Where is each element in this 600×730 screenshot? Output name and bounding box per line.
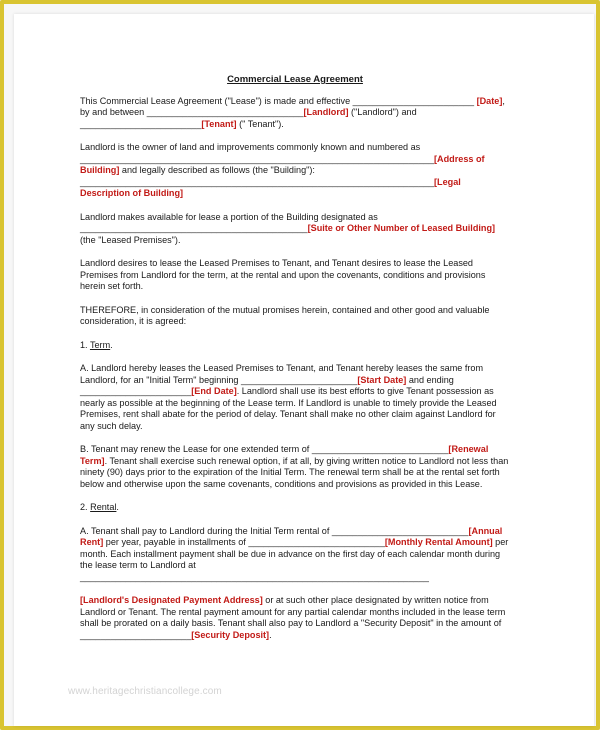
placeholder-monthly-rent: [Monthly Rental Amount] <box>384 537 493 547</box>
text: ("Landlord") and ________________________ <box>80 107 417 129</box>
section-dot: . <box>116 502 119 512</box>
paragraph-desire: Landlord desires to lease the Leased Premises to Tenant, and Tenant desires to lease the Leased Premises from Landlord for the term, at the rental and upon the covenants, conditions and provisions herein set forth. <box>80 258 486 291</box>
paragraph-therefore: THEREFORE, in consideration of the mutual promises herein, contained and other good and valuable consideration, it is agreed: <box>80 304 490 326</box>
paragraph-payment <box>80 595 510 641</box>
paragraph-term-a <box>80 363 510 432</box>
text: per year, payable in installments of ___________________________ <box>103 537 385 547</box>
placeholder-address: [Address of Building] <box>80 153 485 175</box>
text: A. Tenant shall pay to Landlord during the Initial Term rental of ___________________________ <box>80 525 469 536</box>
section-number: 2. <box>80 502 91 512</box>
text: Landlord makes available for lease a portion of the Building designated as _____________________________________________ <box>80 211 378 233</box>
text: B. Tenant may renew the Lease for one extended term of ___________________________ <box>80 444 449 454</box>
text: (the "Leased Premises"). <box>80 234 181 245</box>
text: , by and between _______________________________ <box>80 95 505 117</box>
text: or at such other place designated by written notice from Landlord or Tenant. The rental payment amount for any partial calendar months included in the lease term shall be prorated on a daily basis. Tenant shall also pay to Landlord a "Security Deposit" in the amount of ______________________ <box>80 595 506 640</box>
section-heading-rental <box>80 502 510 514</box>
placeholder-end-date: [End Date] <box>191 386 237 396</box>
section-title: Rental <box>90 502 117 512</box>
paragraph-premises <box>80 212 510 247</box>
text: A. Landlord hereby leases the Leased Premises to Tenant, and Tenant hereby leases the same from Landlord, for an "Initial Term" beginning _______________________ <box>80 363 484 385</box>
text: . Tenant shall exercise such renewal option, if at all, by giving written notice to Landlord not less than ninety (90) days prior to the expiration of the Initial Term. The renewal term shall be at the rental set forth below and otherwise upon the same covenants, conditions and provisions as provided in this Lease. <box>80 455 509 489</box>
placeholder-date: [Date] <box>476 95 503 106</box>
section-title: Term <box>89 339 111 350</box>
placeholder-payment-address: [Landlord's Designated Payment Address] <box>80 595 263 605</box>
text: Landlord is the owner of land and improvements commonly known and numbered as ______________________________________________________________________ <box>80 142 435 164</box>
watermark: www.heritagechristiancollege.com <box>68 686 222 697</box>
text: (" Tenant"). <box>236 118 284 129</box>
section-dot: . <box>110 339 113 350</box>
text: per month. Each installment payment shall be due in advance on the first day of each calendar month during the lease term to Landlord at _____________________________________________________________________ <box>80 537 509 582</box>
paragraph-intro <box>80 96 510 131</box>
document-title: Commercial Lease Agreement <box>227 74 363 85</box>
section-heading-term <box>80 340 510 352</box>
placeholder-start-date: [Start Date] <box>357 374 407 385</box>
placeholder-renewal-term: [Renewal Term] <box>80 444 489 466</box>
section-number: 1. <box>80 339 90 350</box>
text: . <box>269 629 272 640</box>
text: This Commercial Lease Agreement ("Lease") is made and effective ________________________ <box>80 95 475 106</box>
paragraph-rental-a <box>80 526 510 584</box>
placeholder-legal-description: [Legal Description of Building] <box>80 176 461 198</box>
text: and legally described as follows (the "Building"): ______________________________________________________________________ <box>80 165 435 187</box>
placeholder-security-deposit: [Security Deposit] <box>191 629 270 640</box>
document-page <box>14 14 594 726</box>
document-body <box>80 74 510 653</box>
paragraph-term-b <box>80 444 510 490</box>
text: and ending ______________________ <box>80 374 454 396</box>
placeholder-suite: [Suite or Other Number of Leased Building] <box>307 223 496 233</box>
placeholder-tenant: [Tenant] <box>201 118 237 129</box>
paragraph-building <box>80 142 510 200</box>
text: . Landlord shall use its best efforts to give Tenant possession as nearly as possible at the beginning of the Lease term. If Landlord is unable to timely provide the Leased Premises, rent shall abate for the period of delay. Tenant shall make no other claim against Landlord for any such delay. <box>80 386 497 431</box>
placeholder-annual-rent: [Annual Rent] <box>80 525 503 547</box>
placeholder-landlord: [Landlord] <box>303 107 349 117</box>
